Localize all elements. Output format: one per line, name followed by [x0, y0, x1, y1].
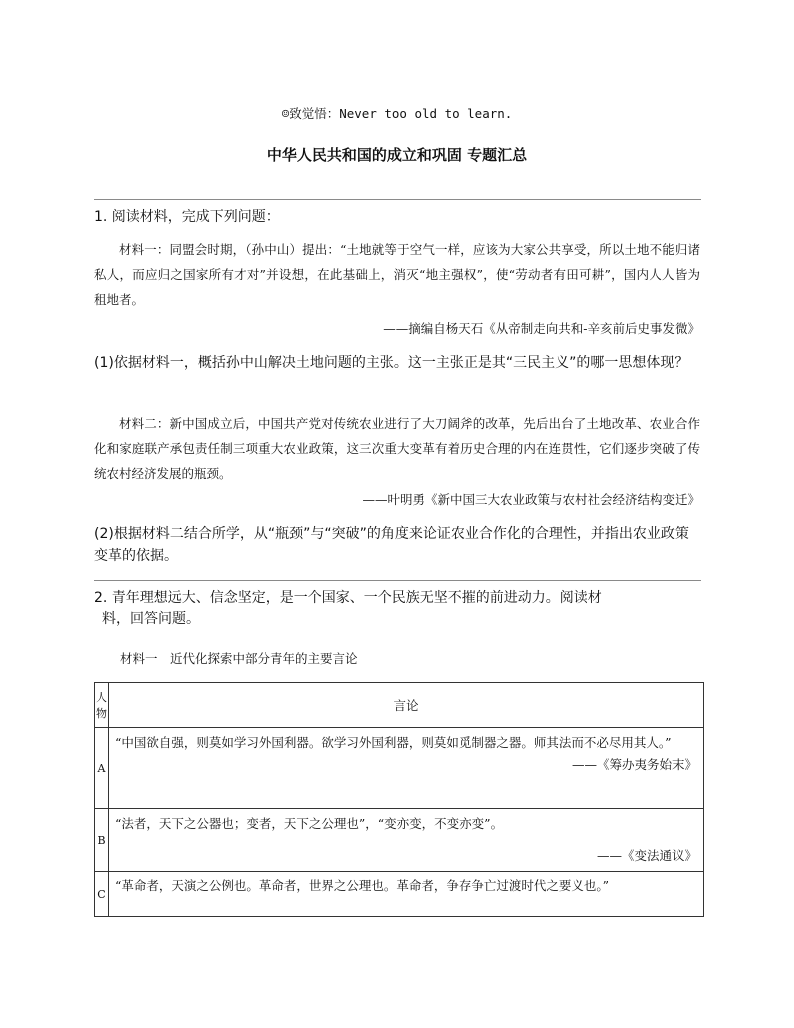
- row-key: A: [95, 728, 109, 809]
- row-content: [109, 728, 704, 809]
- column-header-person: 人物: [95, 683, 109, 728]
- question-1-material-1: 材料一：同盟会时期，（孙中山）提出：“土地就等于空气一样，应该为大家公共享受，所以土地不能归诸私人，而应归之国家所有才对”并设想，在此基础上，消灭“地主强权”，使“劳动者有田可耕”，国内人人皆为租地者。: [94, 242, 700, 307]
- question-1-material-2: 材料二：新中国成立后，中国共产党对传统农业进行了大刀阔斧的改革，先后出台了土地改革、农业合作化和家庭联产承包责任制三项重大农业政策，这三次重大变革有着历史合理的内在连贯性，它们逐步突破了传统农村经济发展的瓶颈。: [94, 416, 700, 481]
- question-1-source-2: ——叶明勇《新中国三大农业政策与农村社会经济结构变迁》: [362, 492, 700, 507]
- question-2-prompt-line-1: 2. 青年理想远大、信念坚定，是一个国家、一个民族无坚不摧的前进动力。阅读材: [94, 590, 602, 606]
- question-1-source-1: ——摘编自杨天石《从帝制走向共和-辛亥前后史事发微》: [383, 321, 700, 336]
- row-content: [109, 872, 704, 917]
- row-source: ——《筹办夷务始末》: [571, 757, 697, 772]
- table-row: [95, 809, 704, 872]
- row-text: “中国欲自强，则莫如学习外国利器。欲学习外国利器，则莫如觅制器之器。师其法而不必尽用其人。”: [115, 735, 672, 750]
- row-text: “法者，天下之公器也；变者，天下之公理也”，“变亦变，不变亦变”。: [115, 816, 504, 831]
- table-header-row: [95, 683, 704, 728]
- question-1-sub-1: (1)依据材料一，概括孙中山解决土地问题的主张。这一主张正是其“三民主义”的哪一思想体现？: [94, 355, 689, 371]
- motto: ☺致觉悟：Never too old to learn.: [281, 106, 513, 121]
- column-header-speech: 言论: [109, 683, 704, 728]
- row-text: “革命者，天演之公例也。革命者，世界之公理也。革命者，争存争亡过渡时代之要义也。”: [115, 878, 610, 893]
- row-key: C: [95, 872, 109, 917]
- table-row: [95, 728, 704, 809]
- question-2-prompt-line-2: 料，回答问题。: [102, 611, 200, 627]
- table-row: [95, 872, 704, 917]
- page-title: 中华人民共和国的成立和巩固 专题汇总: [266, 146, 528, 164]
- row-key: B: [95, 809, 109, 872]
- question-1-prompt: 1. 阅读材料，完成下列问题：: [94, 209, 280, 225]
- divider: [94, 199, 701, 200]
- row-source: ——《变法通议》: [596, 848, 697, 863]
- question-2-material-label: 材料一 近代化探索中部分青年的主要言论: [120, 651, 358, 666]
- divider: [94, 580, 701, 581]
- speech-table: [94, 682, 704, 917]
- row-content: [109, 809, 704, 872]
- question-1-sub-2: (2)根据材料二结合所学，从“瓶颈”与“突破”的角度来论证农业合作化的合理性，并指出农业政策变革的依据。: [94, 526, 689, 564]
